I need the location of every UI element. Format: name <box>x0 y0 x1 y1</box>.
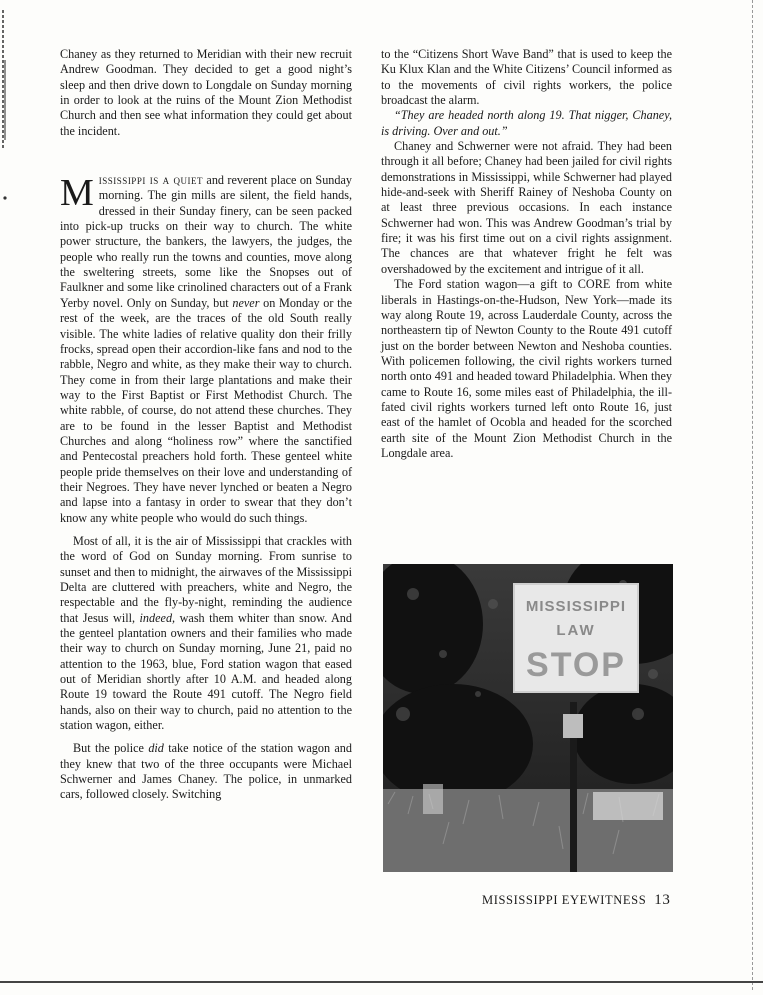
paragraph-text: Most of all, it is the air of Mississippi that crackles with the word of God on Sunday morning. From sunrise to sunset and then to midnight, the airwaves of the Mississippi Delta are cluttered with preachers, white and Negro, the respectable and the fly-by-night, reminding the audience that Jesus will, <box>60 533 352 625</box>
paragraph <box>60 741 352 802</box>
page-footer <box>482 892 670 909</box>
paragraph: to the “Citizens Short Wave Band” that is used to keep the Ku Klux Klan and the White Citizens’ Council informed as to the movements of civil rights workers, the police broadcast the alarm. <box>381 47 672 108</box>
paragraph-text: on Monday or the rest of the week, are the traces of the old South really visible. The white ladies of relative quality don their frilly frocks, spread open their accordion-like fans and nod to the rabble, Negro and white, as they make their way to church. They come in from their large plantations and make their way to the First Baptist or First Methodist Church. The white rabble, of course, do not attend these churches. They are to be found in the lesser Baptist and Methodist Churches and along “holiness row” where the sanctified and Pentecostal preachers hold forth. These genteel white people pride themselves on their love and understanding of their Negroes. They have never lynched or beaten a Negro and lapse into a fantasy in order to swear that they don’t know any white people who would do such things. <box>60 295 353 525</box>
running-title: MISSISSIPPI EYEWITNESS <box>482 893 647 907</box>
paragraph-text: and reverent place on Sunday morning. The gin mills are silent, the field hands, dressed in their Sunday finery, can be seen packed into pick-up trucks on their way to church. The white power structure, the bankers, the lawyers, the judges, the people who really run the towns and counties, move along the sweltering streets, some like the Snopses out of Faulkner and some like crinolined characters out of a Frank Yerby novel. Only on Sunday, but <box>60 173 352 310</box>
scan-edge-bottom <box>0 981 763 990</box>
small-caps-lead: ississippi is a quiet <box>98 173 204 188</box>
sign-line-1: MISSISSIPPI <box>525 598 627 615</box>
binding-marks <box>0 0 8 990</box>
emphasis: never <box>232 295 260 310</box>
paragraph: Chaney and Schwerner were not afraid. They had been through it all before; Chaney had been jailed for civil rights demonstrations in Mississippi, while Schwerner had played hide-and-seek with Sheriff Rainey of Neshoba County on at least three previous occasions. In each instance Schwerner had won. This was Andrew Goodman’s trial by fire; it was his first time out on a civil rights assignment. The chances are that whatever fright he felt was overshadowed by the excitement and intrigue of it all. <box>381 139 672 276</box>
paragraph <box>60 534 352 733</box>
road-sign-photo <box>383 564 673 872</box>
paragraph: Chaney as they returned to Meridian with their new recruit Andrew Goodman. They decided to get a good night’s sleep and then drive down to Longdale on Sunday morning in order to look at the ruins of the Mount Zion Methodist Church and then see what information they could get about the incident. <box>60 47 352 138</box>
paragraph-text: take notice of the station wagon and they knew that two of the three occupants were Michael Schwerner and James Chaney. The police, in unmarked cars, followed closely. Switching <box>60 741 352 802</box>
sign-line-2: LAW <box>556 622 596 639</box>
right-column <box>381 47 672 461</box>
sign-line-3: STOP <box>526 646 626 684</box>
emphasis: indeed, <box>139 610 176 625</box>
page-number: 13 <box>654 892 671 908</box>
left-column <box>60 47 352 803</box>
scan-edge-right <box>752 0 763 990</box>
section-opening-paragraph <box>60 173 352 526</box>
emphasis: did <box>148 741 164 756</box>
paragraph: The Ford station wagon—a gift to CORE from white liberals in Hastings-on-the-Hudson, New York—made its way along Route 19, across Lauderdale County, across the northeastern tip of Newton County to the Route 491 cutoff just on the border between Newton and Neshoba counties. With policemen following, the civil rights workers turned north onto 491 and headed toward Philadelphia. When they came to Route 16, some miles east of Philadelphia, the ill-fated civil rights workers turned left onto Route 16, just east of the hamlet of Ocobla and headed for the scorched earth site of the Mount Zion Methodist Church in the Longdale area. <box>381 277 672 460</box>
paragraph-text: wash them whiter than snow. And the genteel plantation owners and their families who made their way to church on Sunday morning, June 21, paid no attention to the 1963, blue, Ford station wagon that eased out of Meridian shortly after 10 A.M. and headed along Route 19 toward the Route 491 cutoff. The Negro field hands, also on their way to church, paid no attention to the station wagon, either. <box>60 610 352 733</box>
radio-quote: “They are headed north along 19. That nigger, Chaney, is driving. Over and out.” <box>381 108 672 138</box>
quote-paragraph <box>381 108 672 139</box>
drop-cap: M <box>60 172 94 215</box>
paragraph-text: But the police <box>73 741 149 756</box>
photo-image <box>383 564 673 872</box>
scan-edge-left <box>0 0 8 990</box>
